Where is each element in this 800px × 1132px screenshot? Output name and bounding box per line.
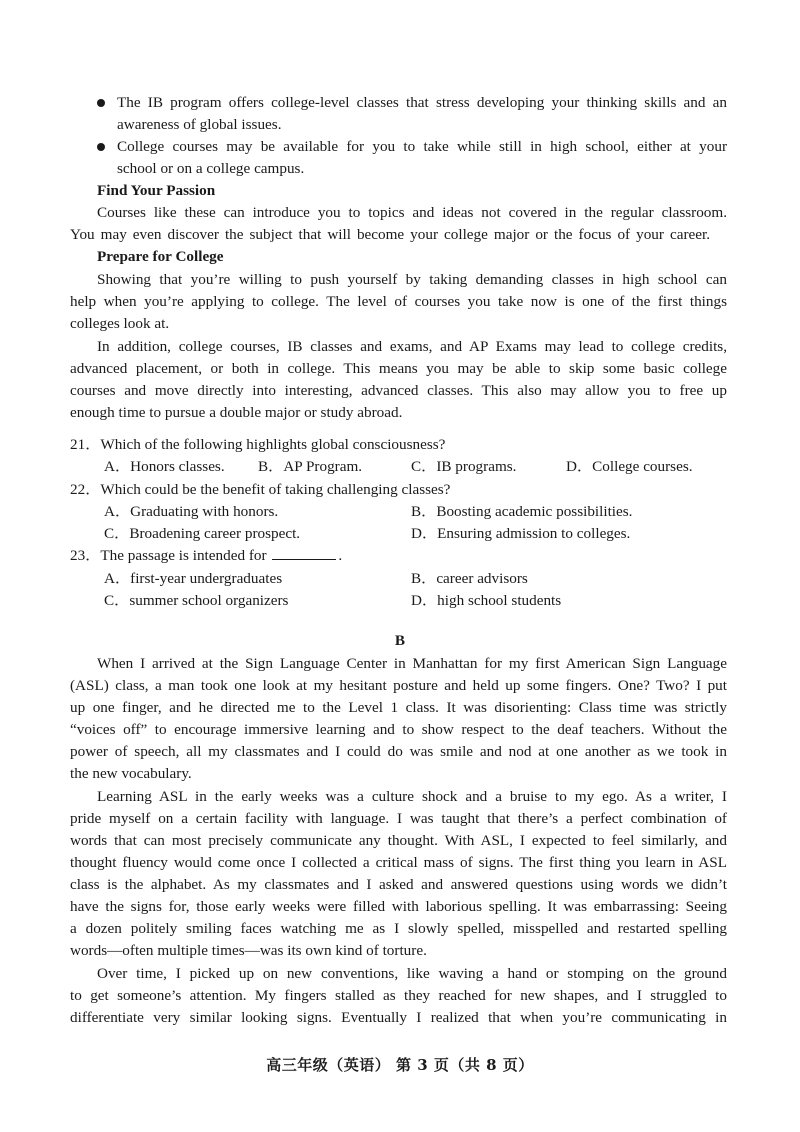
bullet-icon [97,143,105,151]
paragraph-line: class is the alphabet. As my classmates and I asked and answered questions using words we didn’t [70,876,727,893]
paragraph-line: a dozen politely smiling faces watching me as I slowly spelled, misspelled and restarted spelling [70,920,727,937]
paragraph-line: (ASL) class, a man took one look at my hesitant posture and held up some fingers. One? Two? I put [70,677,727,694]
paragraph-line: up one finger, and he directed me to the Level 1 class. It was disorienting: Class time was strictly [70,699,727,716]
paragraph-line: “voices off” to encourage immersive learning and to show respect to the deaf teachers. Without the [70,721,727,738]
bullet-ib-line-1: The IB program offers college-level classes that stress developing your thinking skills and an [117,94,727,111]
section-heading-find-passion: Find Your Passion [97,182,216,199]
question-21-option-a: A．Honors classes. [104,458,225,475]
paragraph-line: power of speech, all my classmates and I could do was smile and nod at one another as we took in [70,743,727,760]
passage-b-label: B [394,632,406,649]
paragraph-line: words—often multiple times—was its own kind of torture. [70,942,427,959]
paragraph-line: Showing that you’re willing to push yourself by taking demanding classes in high school can [97,271,727,288]
question-21-option-d: D．College courses. [566,458,693,475]
paragraph-line: When I arrived at the Sign Language Center in Manhattan for my first American Sign Language [97,655,727,672]
page-footer: 高三年级（英语） 第 3 页（共 8 页） [266,1056,534,1074]
paragraph-line: advanced placement, or both in college. This means you may be able to skip some basic college [70,360,727,377]
question-23-option-d: D．high school students [411,592,562,609]
paragraph-line: Courses like these can introduce you to topics and ideas not covered in the regular classroom. [97,204,727,221]
question-22-option-d: D．Ensuring admission to colleges. [411,525,631,542]
paragraph-line: In addition, college courses, IB classes and exams, and AP Exams may lead to college credits, [97,338,727,355]
question-22-option-b: B．Boosting academic possibilities. [411,503,633,520]
answer-blank [272,545,336,560]
paragraph-line: thought fluency would come once I collected a critical mass of signs. The first thing you learn in ASL [70,854,727,871]
question-21-option-c: C．IB programs. [411,458,517,475]
question-23-stem-text: 23．The passage is intended for [70,547,267,564]
paragraph-line: You may even discover the subject that will become your college major or the focus of your career. [70,226,710,243]
question-22-option-c: C．Broadening career prospect. [104,525,301,542]
paragraph-line: to get someone’s attention. My fingers stalled as they reached for new shapes, and I struggled to [70,987,727,1004]
bullet-ib-line-2: awareness of global issues. [117,116,282,133]
question-23-stem-end: . [338,547,343,564]
question-21-option-b: B．AP Program. [258,458,363,475]
paragraph-line: help when you’re applying to college. The level of courses you take now is one of the first things [70,293,727,310]
question-23-option-a: A．first-year undergraduates [104,570,283,587]
question-23-option-c: C．summer school organizers [104,592,289,609]
question-23-stem [70,545,730,567]
question-23-option-b: B．career advisors [411,570,528,587]
paragraph-line: pride myself on a certain facility with language. I was taught that there’s a perfect combination of [70,810,727,827]
paragraph-line: Learning ASL in the early weeks was a culture shock and a bruise to my ego. As a writer, I [97,788,727,805]
paragraph-line: have the signs for, those early weeks were filled with laborious spelling. It was embarrassing: Seeing [70,898,727,915]
paragraph-line: courses and move directly into interesting, advanced classes. This also may allow you to free up [70,382,727,399]
paragraph-line: enough time to pursue a double major or study abroad. [70,404,403,421]
paragraph-line: Over time, I picked up on new conventions, like waving a hand or stomping on the ground [97,965,727,982]
section-heading-prepare-college: Prepare for College [97,248,224,265]
question-21-stem: 21．Which of the following highlights global consciousness? [70,436,446,453]
paragraph-line: words that can most precisely communicate any thought. With ASL, I expected to feel similarly, and [70,832,727,849]
paragraph-line: differentiate very similar looking signs. Eventually I realized that when you’re communicating in [70,1009,727,1026]
paragraph-line: colleges look at. [70,315,170,332]
question-22-stem: 22．Which could be the benefit of taking challenging classes? [70,481,451,498]
bullet-icon [97,99,105,107]
bullet-college-line-2: school or on a college campus. [117,160,305,177]
bullet-college-line-1: College courses may be available for you to take while still in high school, either at your [117,138,727,155]
paragraph-line: the new vocabulary. [70,765,192,782]
question-22-option-a: A．Graduating with honors. [104,503,279,520]
